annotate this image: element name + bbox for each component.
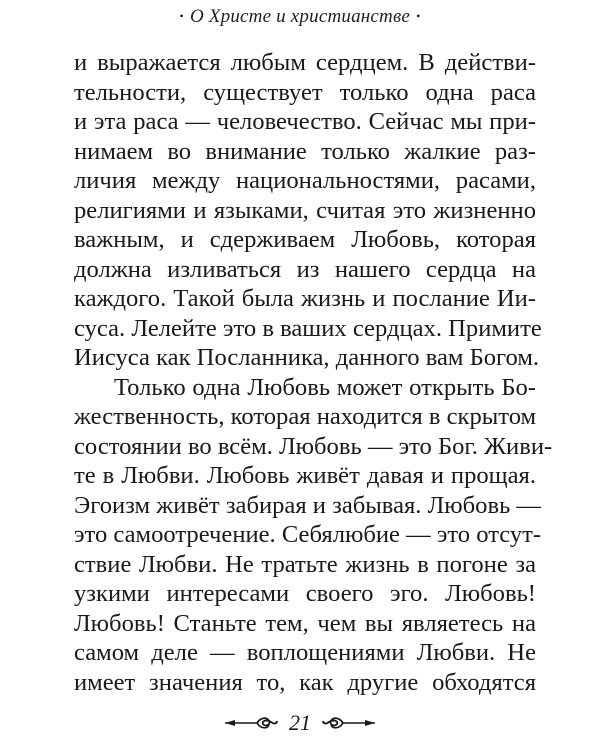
text-line: должна изливаться из нашего сердца на — [74, 255, 536, 283]
text-line: состоянии во всём. Любовь — это Бог. Живи- — [74, 432, 553, 460]
text-line: ствие Любви. Не тратьте жизнь в погоне за — [74, 550, 536, 578]
paragraph-2 — [74, 373, 553, 698]
scroll-ornament-icon — [321, 715, 377, 731]
text-line: личия между национальностями, расами, — [74, 167, 536, 194]
text-line: Эгоизм живёт забирая и забывая. Любовь — — [74, 491, 542, 519]
scroll-ornament-icon — [223, 715, 279, 731]
running-head — [0, 6, 600, 28]
text-line: каждого. Такой была жизнь и послание Ии- — [74, 285, 536, 312]
text-line: имеет значения то, как другие обходятся — [74, 668, 536, 696]
text-line: и эта раса — человечество. Сейчас мы при- — [74, 108, 536, 135]
text-line: и выражается любым сердцем. В действи- — [74, 49, 536, 76]
text-line: Только одна Любовь может открыть Бо- — [114, 373, 536, 401]
text-line: Любовь! Станьте тем, чем вы являетесь на — [74, 609, 536, 637]
body-text — [74, 48, 553, 697]
text-line: суса. Лелейте это в ваших сердцах. Примите — [74, 314, 542, 342]
text-line: нимаем во внимание только жалкие раз- — [74, 137, 536, 165]
header-bullet-left: • — [179, 9, 184, 23]
paragraph-1 — [74, 48, 542, 373]
text-line: те в Любви. Любовь живёт давая и прощая. — [74, 462, 536, 489]
text-line: это самоотречение. Себялюбие — это отсут- — [74, 521, 542, 548]
running-title: О Христе и христианстве — [189, 6, 411, 27]
page-footer — [0, 708, 600, 738]
text-line: важным, и сдерживаем Любовь, которая — [74, 226, 536, 253]
header-bullet-right: • — [416, 9, 421, 23]
text-line: узкими интересами своего эго. Любовь! — [74, 580, 536, 607]
text-line: жественность, которая находится в скрытом — [74, 403, 537, 430]
text-line: самом деле — воплощениями Любви. Не — [74, 639, 536, 666]
page-number: 21 — [289, 710, 311, 735]
text-line: Иисуса как Посланника, данного вам Богом. — [74, 344, 540, 371]
text-line: религиями и языками, считая это жизненно — [74, 196, 536, 224]
text-line: тельности, существует только одна раса — [74, 78, 536, 106]
